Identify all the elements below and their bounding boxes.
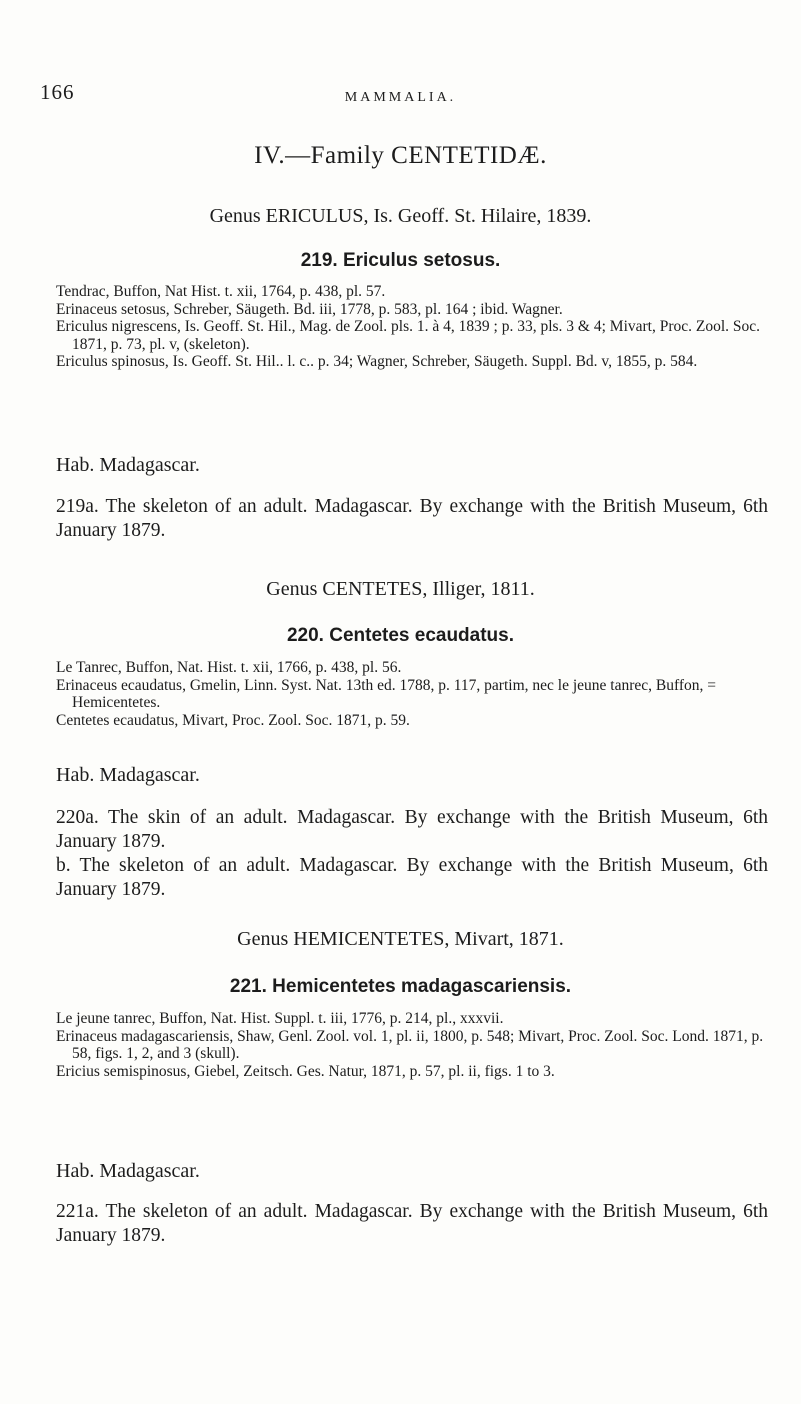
habitat-220: Hab. Madagascar. bbox=[56, 764, 200, 786]
running-head: MAMMALIA. bbox=[344, 90, 457, 105]
synonym-entry: Le jeune tanrec, Buffon, Nat. Hist. Suppl. t. iii, 1776, p. 214, pl., xxxvii. bbox=[56, 1010, 504, 1027]
specimens-220 bbox=[56, 806, 768, 902]
specimen-entry: 219a. The skeleton of an adult. Madagascar. By exchange with the British Museum, 6th January 1879. bbox=[56, 496, 768, 541]
species-heading-221: 221. Hemicentetes madagascariensis. bbox=[229, 976, 572, 997]
synonym-entry: Ericius semispinosus, Giebel, Zeitsch. Ges. Natur, 1871, p. 57, pl. ii, figs. 1 to 3. bbox=[56, 1062, 555, 1080]
specimen-entry: b. The skeleton of an adult. Madagascar. By exchange with the British Museum, 6th January 1879. bbox=[56, 855, 768, 900]
synonym-entry: Erinaceus madagascariensis, Shaw, Genl. Zool. vol. 1, pl. ii, 1800, p. 548; Mivart, Proc. Zool. Soc. Lond. 1871, p. 58, figs. 1, 2, and 3 (skull). bbox=[56, 1027, 764, 1062]
synonym-entry: Erinaceus ecaudatus, Gmelin, Linn. Syst. Nat. 13th ed. 1788, p. 117, partim, nec le jeune tanrec, Buffon, = Hemicentetes. bbox=[56, 676, 717, 711]
family-heading: IV.—Family CENTETIDÆ. bbox=[254, 142, 547, 169]
specimens-221 bbox=[56, 1200, 768, 1248]
synonym-entry: Le Tanrec, Buffon, Nat. Hist. t. xii, 1766, p. 438, pl. 56. bbox=[56, 659, 402, 676]
synonym-entry: Ericulus nigrescens, Is. Geoff. St. Hil., Mag. de Zool. pls. 1. à 4, 1839 ; p. 33, pls. 3 & 4; Mivart, Proc. Zool. Soc. 1871, p. 73, pl. v, (skeleton). bbox=[56, 318, 761, 353]
species-heading-220: 220. Centetes ecaudatus. bbox=[286, 625, 515, 646]
synonymy-221 bbox=[56, 1010, 768, 1080]
page-number: 166 bbox=[40, 80, 75, 104]
specimens-219 bbox=[56, 495, 768, 543]
synonymy-219 bbox=[56, 283, 768, 371]
habitat-221: Hab. Madagascar. bbox=[56, 1160, 200, 1182]
habitat-219: Hab. Madagascar. bbox=[56, 454, 200, 476]
genus-heading-centetes: Genus CENTETES, Illiger, 1811. bbox=[266, 578, 535, 600]
synonym-entry: Erinaceus setosus, Schreber, Säugeth. Bd. iii, 1778, p. 583, pl. 164 ; ibid. Wagner. bbox=[56, 300, 563, 318]
synonymy-220 bbox=[56, 659, 768, 729]
genus-heading-ericulus: Genus ERICULUS, Is. Geoff. St. Hilaire, 1839. bbox=[209, 205, 592, 227]
synonym-entry: Ericulus spinosus, Is. Geoff. St. Hil.. l. c.. p. 34; Wagner, Schreber, Säugeth. Suppl. Bd. v, 1855, p. 584. bbox=[56, 353, 698, 370]
synonym-entry: Centetes ecaudatus, Mivart, Proc. Zool. Soc. 1871, p. 59. bbox=[56, 711, 410, 729]
genus-heading-hemicentetes: Genus HEMICENTETES, Mivart, 1871. bbox=[237, 928, 564, 950]
specimen-entry: 220a. The skin of an adult. Madagascar. By exchange with the British Museum, 6th January 1879. bbox=[56, 807, 768, 852]
species-heading-219: 219. Ericulus setosus. bbox=[300, 250, 501, 271]
specimen-entry: 221a. The skeleton of an adult. Madagascar. By exchange with the British Museum, 6th January 1879. bbox=[56, 1201, 768, 1246]
synonym-entry: Tendrac, Buffon, Nat Hist. t. xii, 1764, p. 438, pl. 57. bbox=[56, 283, 386, 300]
